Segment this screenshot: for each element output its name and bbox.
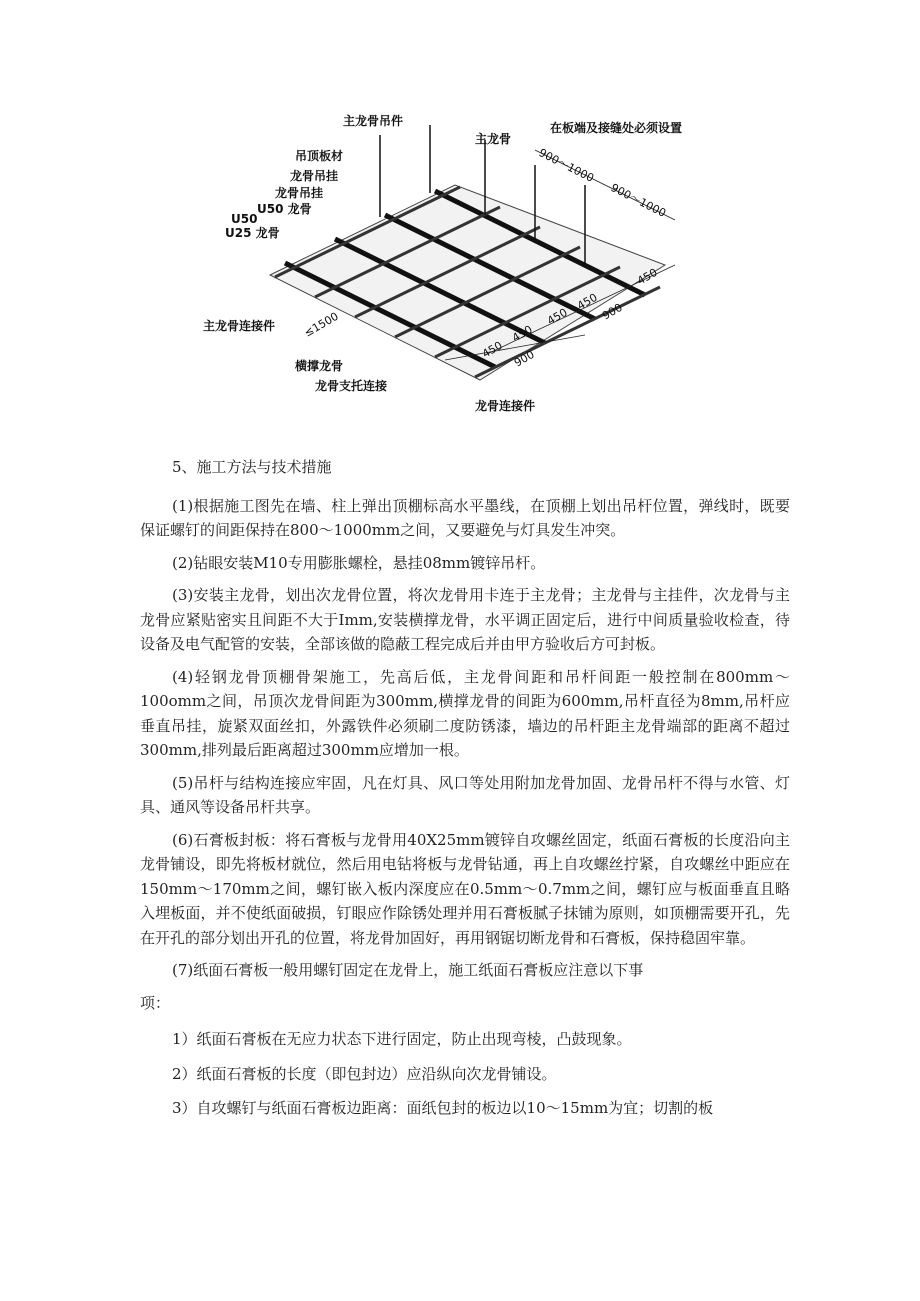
section-heading: 5、施工方法与技术措施 — [172, 458, 332, 476]
dim-900-1000-b: 900～1000 — [608, 181, 669, 220]
label-u25-keel: U25 龙骨 — [225, 226, 280, 240]
dim-450-d: 450 — [510, 322, 535, 345]
label-main-hanger: 主龙骨吊件 — [343, 114, 404, 128]
dim-900-b: 900 — [512, 347, 537, 370]
paragraph-5: (5)吊杆与结构连接应牢固，凡在灯具、风口等处用附加龙骨加固、龙骨吊杆不得与水管、灯具、通风等设备吊杆共享。 — [140, 773, 790, 816]
dim-450-c: 450 — [545, 305, 570, 328]
label-cross-brace: 横撑龙骨 — [295, 359, 344, 373]
dim-900-1000-a: 900～1000 — [536, 146, 597, 185]
label-main-connector: 主龙骨连接件 — [203, 319, 276, 333]
label-main-keel: 主龙骨 — [475, 132, 512, 146]
paragraph-4: (4)轻钢龙骨顶棚骨架施工，先高后低，主龙骨间距和吊杆间距一般控制在800mm～100omm之间，吊顶次龙骨间距为300mm,横撑龙骨的间距为600mm,吊杆直径为8mm,吊杆应垂直吊挂，旋紧双面丝扣，外露铁件必须刷二度防锈漆，墙边的吊杆距主龙骨端部的距离不超过300mm,排列最后距离超过300mm应增加一根。 — [140, 667, 790, 759]
paragraph-2: (2)钻眼安装M10专用膨胀螺栓，悬挂08mm镀锌吊杆。 — [172, 553, 546, 572]
label-must-set: 在板端及接缝处必须设置 — [550, 121, 683, 135]
keel-diagram-svg — [195, 105, 695, 425]
paragraph-3: (3)安装主龙骨，划出次龙骨位置，将次龙骨用卡连于主龙骨；主龙骨与主挂件，次龙骨与主龙骨应紧贴密实且间距不大于Imm,安装横撑龙骨，水平调正固定后，进行中间质量验收检查，待设备及电气配管的安装，全部该做的隐蔽工程完成后并由甲方验收后方可封板。 — [140, 586, 790, 653]
label-keel-hanger-1: 龙骨吊挂 — [290, 169, 339, 183]
paragraph-7-line-2: 项： — [140, 993, 171, 1012]
ceiling-keel-diagram — [195, 105, 695, 425]
label-u50-keel: U50 龙骨 — [257, 202, 312, 216]
list-item-1: 1）纸面石膏板在无应力状态下进行固定，防止出现弯棱，凸鼓现象。 — [172, 1030, 632, 1048]
paragraph-7-line-1: (7)纸面石膏板一般用螺钉固定在龙骨上，施工纸面石膏板应注意以下事 — [172, 961, 644, 979]
label-support-connect: 龙骨支托连接 — [315, 379, 388, 393]
label-keel-hanger-2: 龙骨吊挂 — [275, 186, 324, 200]
dim-450-a: 450 — [635, 265, 660, 288]
paragraph-6: (6)石膏板封板：将石膏板与龙骨用40X25mm镀锌自攻螺丝固定，纸面石膏板的长度沿向主龙骨铺设，即先将板材就位，然后用电钻将板与龙骨钻通，再上自攻螺丝拧紧，自攻螺丝中距应在150mm～170mm之间，螺钉嵌入板内深度应在0.5mm～0.7mm之间，螺钉应与板面垂直且略入埋板面，并不使纸面破损，钉眼应作除锈处理并用石膏板腻子抹铺为原则，如顶棚需要开孔，先在开孔的部分划出开孔的位置，将龙骨加固好，再用钢锯切断龙骨和石膏板，保持稳固牢靠。 — [140, 830, 790, 947]
label-ceiling-board: 吊顶板材 — [295, 149, 344, 163]
dim-450-e: 450 — [480, 338, 505, 361]
dim-450-b: 450 — [575, 290, 600, 313]
paragraph-1: (1)根据施工图先在墙、柱上弹出顶棚标高水平墨线，在顶棚上划出吊杆位置，弹线时，既要保证螺钉的间距保持在800～1000mm之间，又要避免与灯具发生冲突。 — [140, 496, 790, 539]
label-u50: U50 — [231, 212, 258, 226]
document-body — [140, 455, 790, 1131]
dim-900-a: 900 — [600, 300, 625, 323]
label-keel-connector: 龙骨连接件 — [475, 399, 536, 413]
list-item-2: 2）纸面石膏板的长度（即包封边）应沿纵向次龙骨铺设。 — [172, 1064, 557, 1083]
dim-1500: ≤1500 — [302, 309, 341, 340]
list-item-3: 3）自攻螺钉与纸面石膏板边距离：面纸包封的板边以10～15mm为宜；切割的板 — [172, 1099, 714, 1117]
